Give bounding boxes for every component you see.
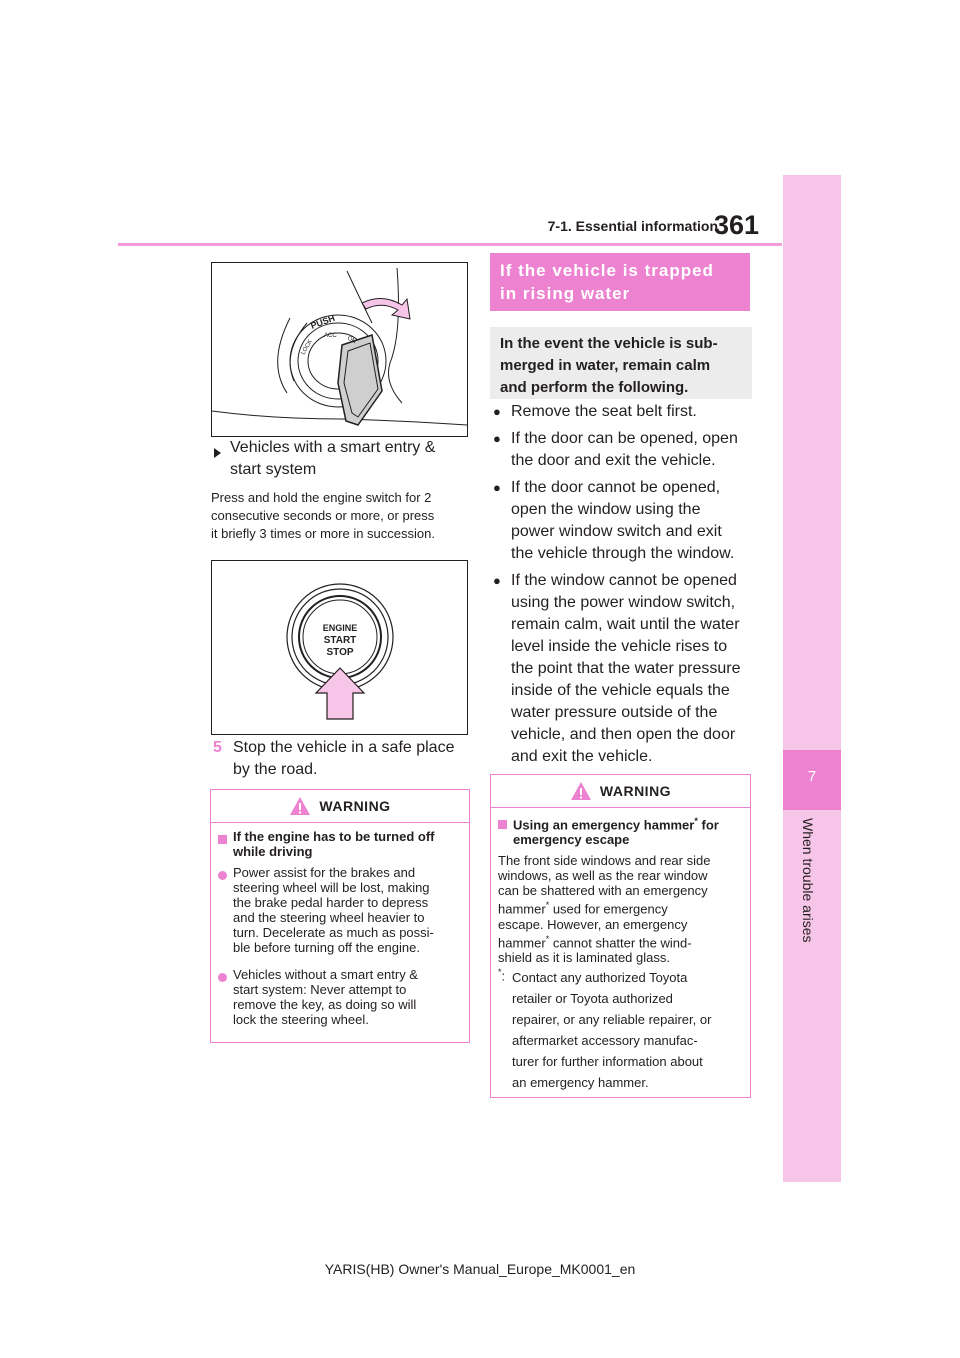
warning-title: WARNING xyxy=(319,798,391,814)
section-title: 7-1. Essential information xyxy=(547,218,718,234)
chapter-side-tab xyxy=(783,175,841,1182)
footer-manual-id: YARIS(HB) Owner's Manual_Europe_MK0001_en xyxy=(324,1261,636,1277)
warning-item-title: If the engine has to be turned off while driving xyxy=(233,829,435,859)
warning-header xyxy=(211,790,469,823)
step-5 xyxy=(213,737,473,781)
hammer-paragraph: The front side windows and rear side windows, as well as the rear window can be shattered with an emergency hammer* used for emergency escape. However, an emergency hammer* cannot shatter the wind- shield as it is laminated glass. xyxy=(498,853,711,965)
warning-box-emergency-hammer xyxy=(490,774,751,1098)
chapter-title: When trouble arises xyxy=(800,818,816,943)
round-bullet-icon: ● xyxy=(493,431,501,446)
warning-triangle-icon xyxy=(570,781,592,801)
button-label-start: START xyxy=(323,635,357,646)
rising-water-steps xyxy=(493,401,755,768)
header-rule xyxy=(118,243,782,246)
step-text-line1: Stop the vehicle in a safe place xyxy=(233,739,455,756)
list-item: ● Remove the seat belt first. xyxy=(493,401,755,423)
chapter-number: 7 xyxy=(807,768,817,785)
warning-item-key-removal: Vehicles without a smart entry & start system: Never attempt to remove the key, as doing so will lock the steering wheel. xyxy=(218,967,461,1027)
triangle-bullet-icon xyxy=(214,448,221,458)
warning-item-power-assist: Power assist for the brakes and steering wheel will be lost, making the brake pedal harder to depress and the steering wheel heavier to turn. Decelerate as much as possi- ble before turning off the engine. xyxy=(218,865,461,955)
round-bullet-icon: ● xyxy=(493,480,501,495)
label-lock: LOCK xyxy=(300,338,314,356)
engine-switch-instruction: Press and hold the engine switch for 2 consecutive seconds or more, or press it briefly 3 times or more in succession. xyxy=(211,490,435,541)
warning-title: WARNING xyxy=(599,783,672,799)
warning-triangle-icon xyxy=(289,796,311,816)
engine-start-button-illustration xyxy=(212,561,467,734)
button-label-engine: ENGINE xyxy=(322,623,358,633)
smart-entry-heading-line1: Vehicles with a smart entry & xyxy=(230,439,436,456)
section-heading-rising-water: If the vehicle is trapped in rising water xyxy=(490,253,750,311)
step-text-line2: by the road. xyxy=(233,761,318,778)
engine-button-figure xyxy=(211,560,468,735)
step-number: 5 xyxy=(213,739,222,756)
footnote: *: Contact any authorized Toyota retailer or Toyota authorized repairer, or any reliable repairer, or aftermarket accessory manufac- turer for further information about an emergency hammer. xyxy=(498,966,712,1090)
round-bullet-icon xyxy=(218,871,227,880)
key-cylinder-illustration xyxy=(212,263,467,436)
round-bullet-icon: ● xyxy=(493,573,501,588)
page-number: 361 xyxy=(714,210,760,240)
label-on: ON xyxy=(346,335,357,346)
smart-entry-heading xyxy=(214,437,464,481)
list-item: ● If the window cannot be opened using the power window switch, remain calm, wait until the water level inside the vehicle rises to the point that the water pressure inside of the vehicle equals the water pressure outside of the vehicle, and then open the door and exit the vehicle. xyxy=(493,570,755,768)
list-item: ● If the door cannot be opened, open the window using the power window switch and exit the vehicle through the window. xyxy=(493,477,755,565)
warning-item-title: Using an emergency hammer* for emergency escape xyxy=(513,816,719,848)
label-acc: ACC xyxy=(324,333,337,339)
round-bullet-icon: ● xyxy=(493,404,501,419)
square-bullet-icon xyxy=(218,835,227,844)
smart-entry-heading-line2: start system xyxy=(230,461,317,478)
rising-water-intro: In the event the vehicle is sub- merged in water, remain calm and perform the following. xyxy=(490,327,752,399)
square-bullet-icon xyxy=(498,820,507,829)
press-arrow-icon xyxy=(316,668,364,719)
round-bullet-icon xyxy=(218,973,227,982)
label-push: PUSH xyxy=(309,312,337,331)
warning-header xyxy=(491,775,750,808)
button-label-stop: STOP xyxy=(326,647,354,658)
list-item: ● If the door can be opened, open the door and exit the vehicle. xyxy=(493,428,755,472)
warning-box-engine xyxy=(210,789,470,1043)
key-cylinder-figure xyxy=(211,262,468,437)
